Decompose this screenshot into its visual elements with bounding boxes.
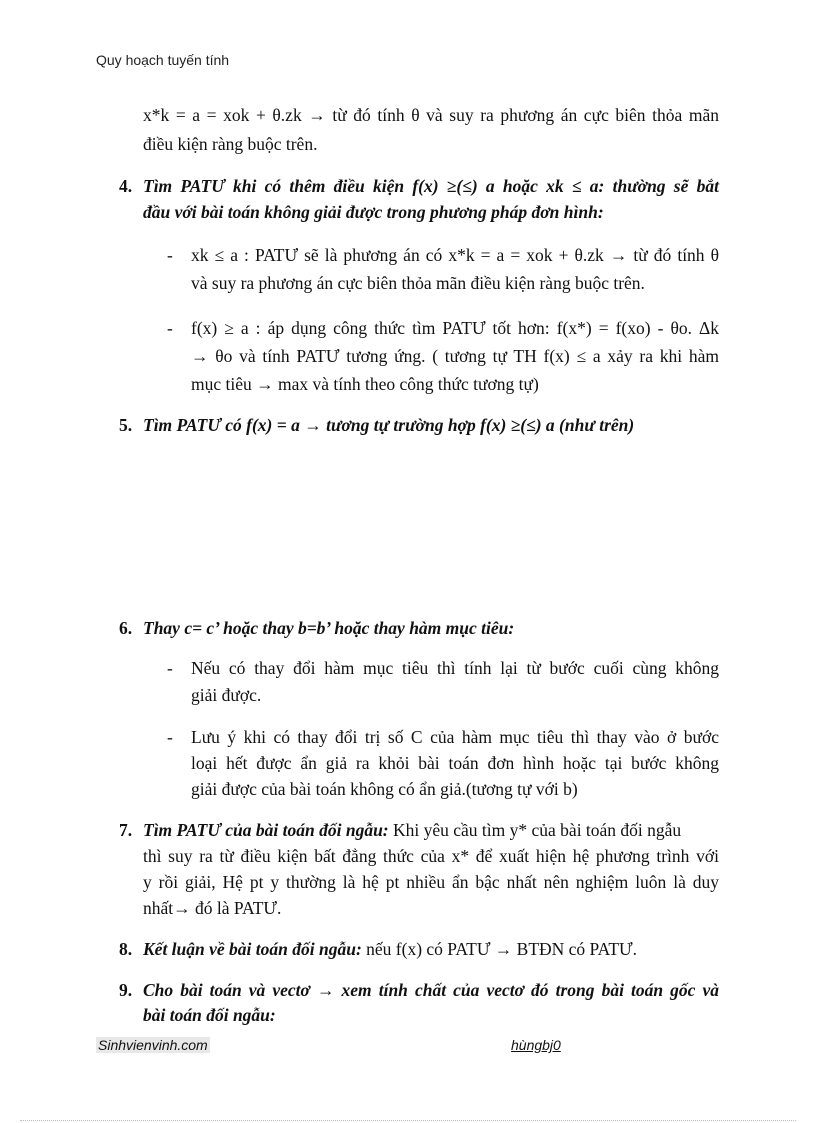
section-8-number: 8.	[119, 939, 133, 959]
section-4-title-line-1: Tìm PATƯ khi có thêm điều kiện f(x) ≥(≤) a hoặc xk ≤ a: thường sẽ bắt	[143, 176, 719, 196]
section-4-bullet-1-line-2: và suy ra phương án cực biên thỏa mãn điều kiện ràng buộc trên.	[191, 273, 645, 293]
footer-author: hùngbj0	[511, 1037, 561, 1053]
section-5-title: Tìm PATƯ có f(x) = a → tương tự trường hợp f(x) ≥(≤) a (như trên)	[143, 415, 635, 435]
bullet-dash: -	[167, 727, 173, 747]
section-8-title: Kết luận về bài toán đối ngẫu:	[143, 939, 362, 959]
section-7-line-2: thì suy ra từ điều kiện bất đẳng thức của x* để xuất hiện hệ phương trình với	[143, 846, 719, 866]
section-9-title-line-2: bài toán đối ngẫu:	[143, 1005, 276, 1025]
bullet-dash: -	[167, 318, 173, 338]
continuation-line-2: điều kiện ràng buộc trên.	[143, 134, 318, 154]
section-6-bullet-2-line-2: loại hết được ẩn giả ra khỏi bài toán đơn hình hoặc tại bước không	[191, 753, 719, 773]
section-7-title: Tìm PATƯ của bài toán đối ngẫu:	[143, 820, 389, 840]
section-6-bullet-2-line-3: giải được của bài toán không có ẩn giả.(tương tự với b)	[191, 779, 578, 799]
section-4-bullet-2-line-2: → θo và tính PATƯ tương ứng. ( tương tự TH f(x) ≤ a xảy ra khi hàm	[191, 346, 719, 366]
section-7-line-3: y rồi giải, Hệ pt y thường là hệ pt nhiều ẩn bậc nhất nên nghiệm luôn là duy	[143, 872, 719, 892]
section-6-bullet-1-line-2: giải được.	[191, 685, 262, 705]
section-6-number: 6.	[119, 618, 133, 638]
section-4-bullet-2-line-3: mục tiêu → max và tính theo công thức tương tự)	[191, 374, 539, 394]
continuation-line-1: x*k = a = xok + θ.zk → từ đó tính θ và suy ra phương án cực biên thỏa mãn	[143, 105, 719, 125]
section-6-title: Thay c= c’ hoặc thay b=b’ hoặc thay hàm mục tiêu:	[143, 618, 515, 638]
section-8-line	[143, 937, 637, 961]
footer-site: Sinhvienvinh.com	[98, 1037, 208, 1053]
section-4-number: 4.	[119, 176, 133, 196]
section-5-number: 5.	[119, 415, 133, 435]
page-break-divider	[20, 1120, 796, 1121]
section-9-number: 9.	[119, 980, 133, 1000]
section-4-title-line-2: đầu với bài toán không giải được trong phương pháp đơn hình:	[143, 202, 604, 222]
section-9-title-line-1: Cho bài toán và vectơ → xem tính chất của vectơ đó trong bài toán gốc và	[143, 980, 719, 1000]
section-6-bullet-1-line-1: Nếu có thay đổi hàm mục tiêu thì tính lại từ bước cuối cùng không	[191, 658, 719, 678]
section-7-first-line	[143, 818, 681, 842]
section-7-line-4: nhất→ đó là PATƯ.	[143, 898, 282, 918]
bullet-dash: -	[167, 658, 173, 678]
section-7-number: 7.	[119, 820, 133, 840]
section-6-bullet-2-line-1: Lưu ý khi có thay đổi trị số C của hàm mục tiêu thì thay vào ở bước	[191, 727, 719, 747]
bullet-dash: -	[167, 245, 173, 265]
section-4-bullet-2-line-1: f(x) ≥ a : áp dụng công thức tìm PATƯ tốt hơn: f(x*) = f(xo) - θo. Δk	[191, 318, 719, 338]
section-8-text: nếu f(x) có PATƯ → BTĐN có PATƯ.	[361, 939, 638, 959]
page-header: Quy hoạch tuyến tính	[96, 52, 230, 68]
section-7-line-1: Khi yêu cầu tìm y* của bài toán đối ngẫu	[388, 820, 682, 840]
section-4-bullet-1-line-1: xk ≤ a : PATƯ sẽ là phương án có x*k = a = xok + θ.zk → từ đó tính θ	[191, 245, 719, 265]
